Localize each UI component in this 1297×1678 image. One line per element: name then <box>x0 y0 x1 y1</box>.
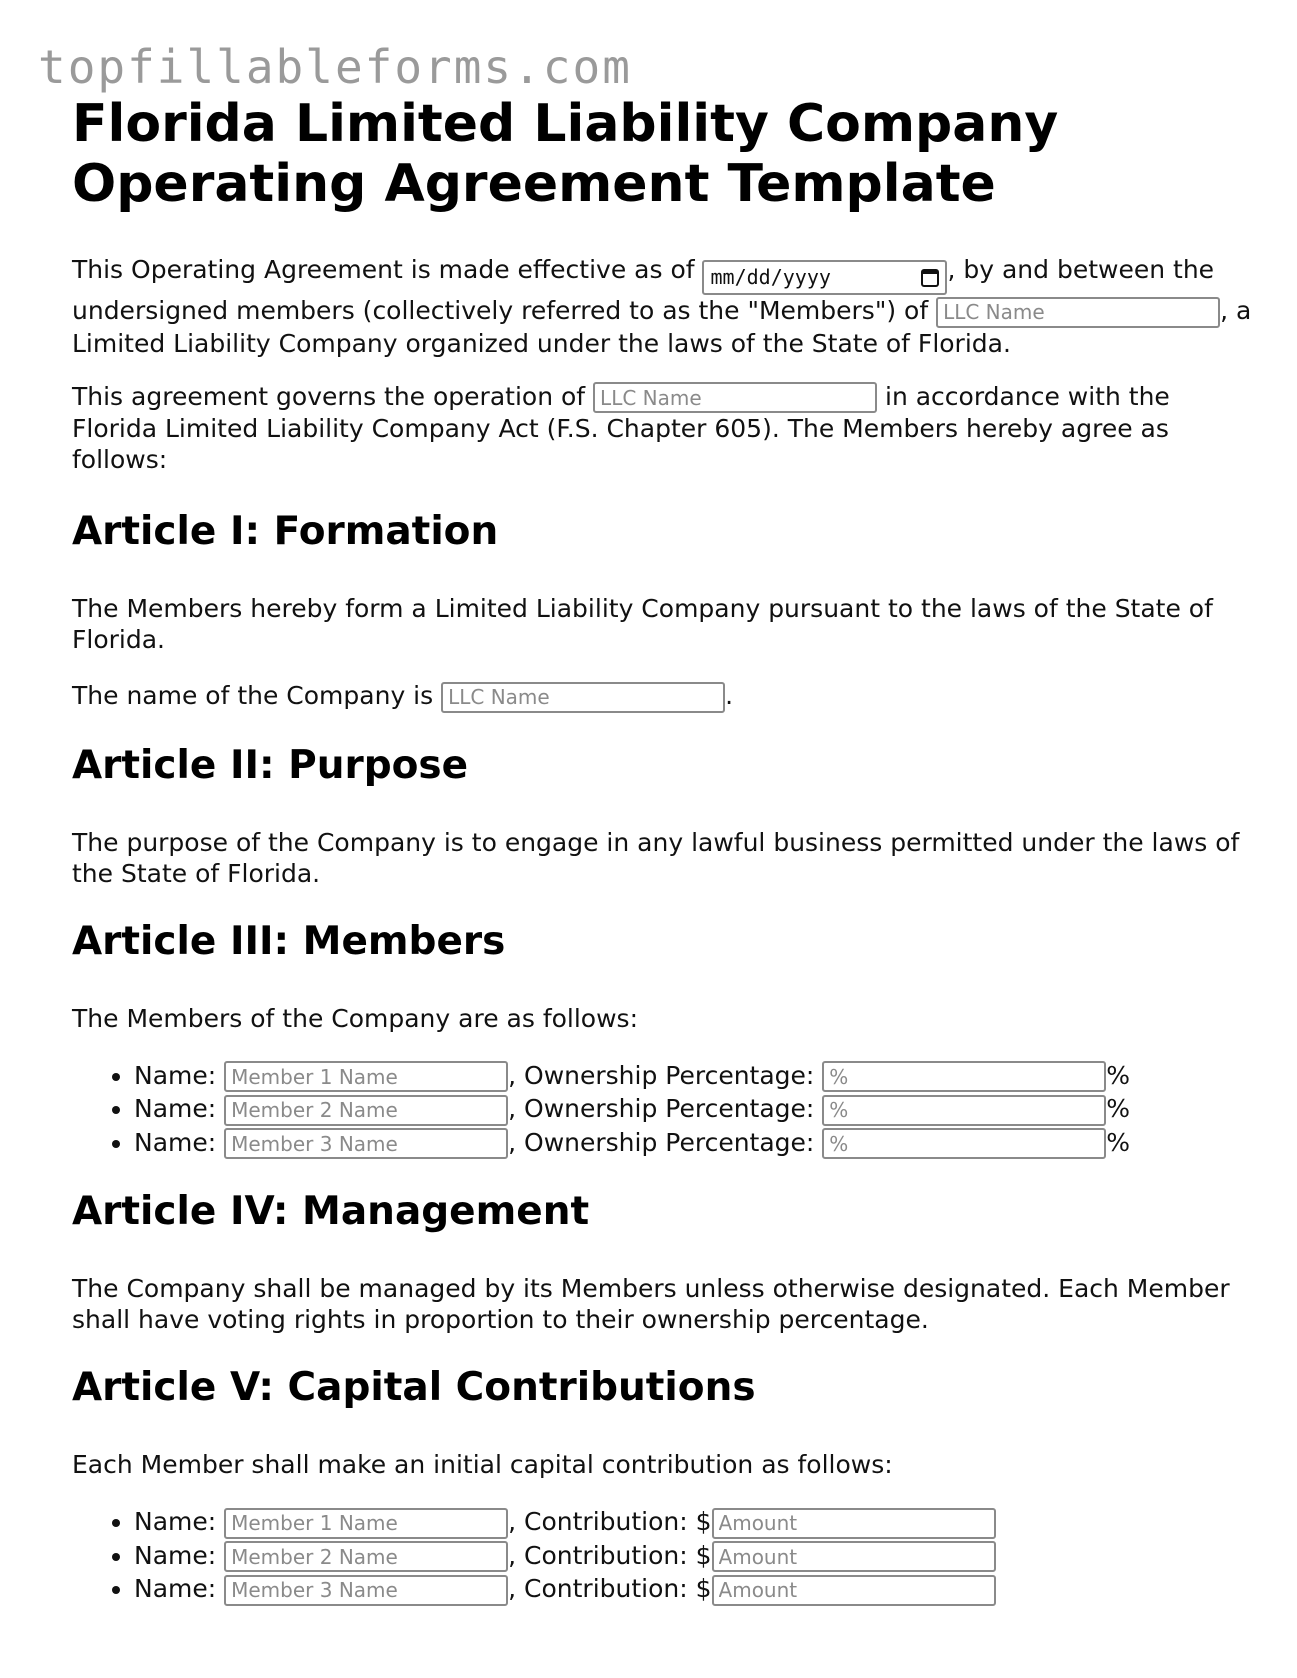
name-label: Name: <box>134 1060 225 1090</box>
member-2-percentage-input[interactable] <box>822 1095 1106 1126</box>
name-label: Name: <box>134 1540 225 1570</box>
ownership-label: , Ownership Percentage: <box>508 1127 823 1157</box>
member-1-name-input[interactable] <box>224 1061 508 1092</box>
contribution-member-3-amount-input[interactable] <box>712 1575 996 1606</box>
article-5-paragraph: Each Member shall make an initial capital contribution as follows: <box>72 1450 893 1479</box>
member-2-name-input[interactable] <box>224 1095 508 1126</box>
percent-suffix: % <box>1106 1094 1131 1123</box>
name-label: Name: <box>134 1507 225 1536</box>
intro-text-1: This Operating Agreement is made effective as of <box>72 255 703 284</box>
article-1-heading: Article I: Formation <box>72 509 499 554</box>
document <box>72 94 1252 1636</box>
page-title: Florida Limited Liability Company Operating Agreement Template <box>72 94 1059 214</box>
contribution-row <box>134 1505 1252 1539</box>
article-4-paragraph: The Company shall be managed by its Members unless otherwise designated. Each Member shall have voting rights in proportion to their ownership percentage. <box>72 1274 1230 1334</box>
name-label: Name: <box>134 1094 225 1123</box>
governs-text-1: This agreement governs the operation of <box>72 381 594 411</box>
contribution-member-2-amount-input[interactable] <box>712 1541 996 1572</box>
intro-text-2: , by and between the undersigned members (collectively referred to as the "Members") of <box>72 255 1215 325</box>
ownership-label: , Ownership Percentage: <box>508 1094 823 1123</box>
governs-paragraph <box>72 381 1252 476</box>
member-row <box>134 1126 1252 1160</box>
contribution-member-2-name-input[interactable] <box>224 1541 508 1572</box>
member-1-percentage-input[interactable] <box>822 1061 1106 1092</box>
member-3-name-input[interactable] <box>224 1128 508 1159</box>
name-label: Name: <box>134 1574 225 1603</box>
article-2-paragraph: The purpose of the Company is to engage in any lawful business permitted under the laws of the State of Florida. <box>72 827 1240 888</box>
contribution-label: , Contribution: $ <box>508 1540 712 1570</box>
llc-name-input-intro[interactable] <box>936 297 1220 328</box>
intro-text-3: , a Limited Liability Company organized under the laws of the State of Florida. <box>72 296 1252 358</box>
contribution-member-1-name-input[interactable] <box>224 1508 508 1539</box>
ownership-label: , Ownership Percentage: <box>508 1060 823 1090</box>
members-list <box>72 1059 1252 1160</box>
governs-text-2: in accordance with the Florida Limited Liability Company Act (F.S. Chapter 605). The Members hereby agree as follows: <box>72 381 1170 474</box>
percent-suffix: % <box>1106 1060 1131 1090</box>
contribution-row <box>134 1539 1252 1573</box>
contribution-label: , Contribution: $ <box>508 1507 712 1536</box>
article-1-paragraph-1: The Members hereby form a Limited Liability Company pursuant to the laws of the State of Florida. <box>72 594 1213 654</box>
contributions-list <box>72 1505 1252 1606</box>
company-name-label: The name of the Company is <box>72 681 442 710</box>
name-label: Name: <box>134 1127 225 1157</box>
contribution-member-1-amount-input[interactable] <box>712 1508 996 1539</box>
member-row <box>134 1092 1252 1126</box>
article-3-paragraph: The Members of the Company are as follows: <box>72 1003 638 1033</box>
period-text: . <box>725 681 734 710</box>
member-row <box>134 1059 1252 1093</box>
llc-name-input-formation[interactable] <box>441 682 725 713</box>
llc-name-input-governs[interactable] <box>593 382 877 413</box>
article-3-heading: Article III: Members <box>72 918 506 964</box>
contribution-row <box>134 1572 1252 1606</box>
contribution-member-3-name-input[interactable] <box>224 1575 508 1606</box>
contribution-label: , Contribution: $ <box>508 1574 712 1603</box>
calendar-icon[interactable] <box>921 269 939 287</box>
effective-date-input[interactable] <box>702 260 947 295</box>
member-3-percentage-input[interactable] <box>822 1128 1106 1159</box>
percent-suffix: % <box>1106 1127 1131 1157</box>
watermark: topfillableforms.com <box>38 40 632 94</box>
date-placeholder: mm/dd/yyyy <box>710 265 831 289</box>
article-4-heading: Article IV: Management <box>72 1189 590 1234</box>
article-5-heading: Article V: Capital Contributions <box>72 1365 756 1410</box>
article-2-heading: Article II: Purpose <box>72 742 469 788</box>
intro-paragraph <box>72 254 1252 359</box>
article-1-paragraph-2 <box>72 680 1252 713</box>
